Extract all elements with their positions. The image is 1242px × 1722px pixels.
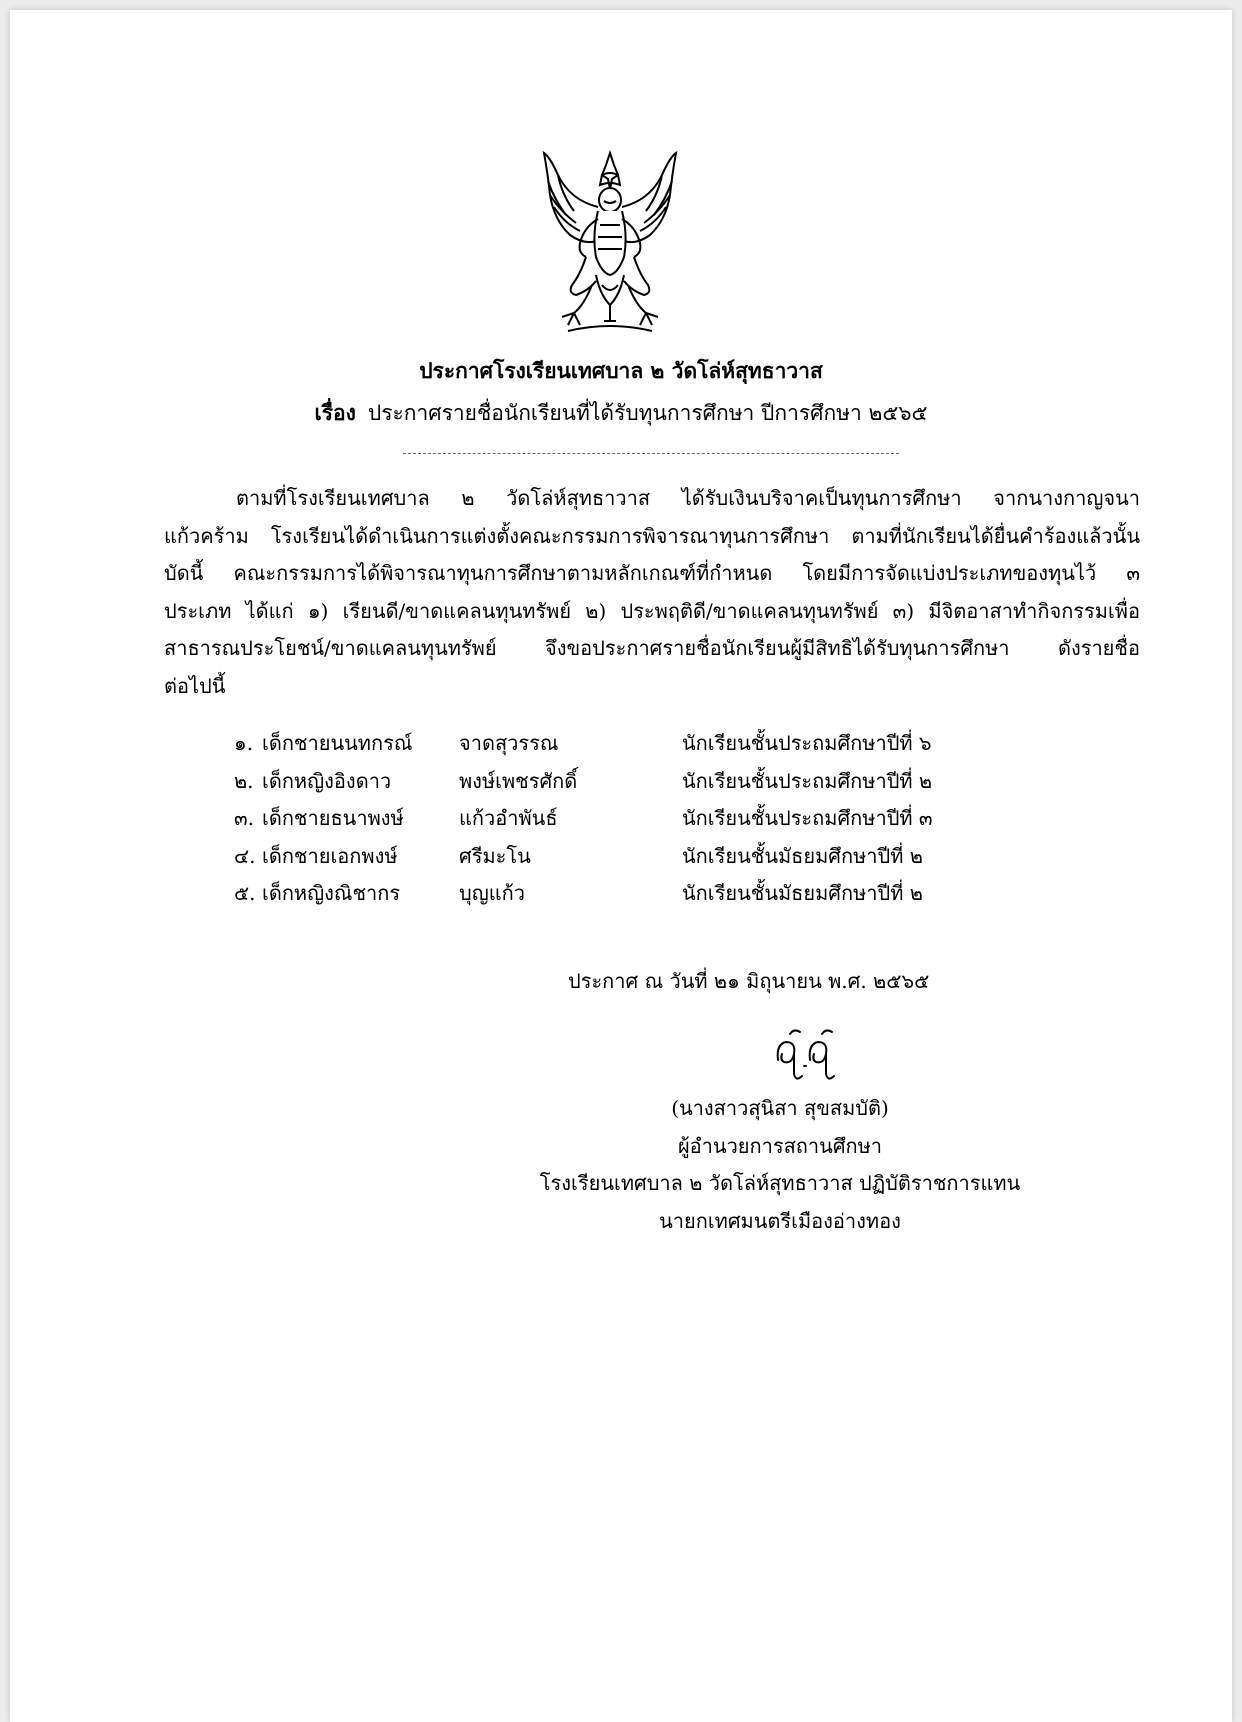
student-last-name: ศรีมะโน [459, 843, 531, 868]
subject-text: ประกาศรายชื่อนักเรียนที่ได้รับทุนการศึกษา ปีการศึกษา ๒๕๖๕ [367, 401, 928, 425]
student-last-name: จาดสุวรรณ [459, 731, 559, 755]
announcement-date: ประกาศ ณ วันที่ ๒๑ มิถุนายน พ.ศ. ๒๕๖๕ [568, 969, 930, 993]
announcement-body [164, 480, 1140, 705]
body-line: สาธารณประโยชน์/ขาดแคลนทุนทรัพย์ จึงขอประกาศรายชื่อนักเรียนผู้มีสิทธิได้รับทุนการศึกษา ดังรายชื่อ [164, 636, 1140, 660]
student-last-name: บุญแก้ว [459, 881, 525, 905]
signer-mayor: นายกเทศมนตรีเมืองอ่างทอง [659, 1208, 901, 1233]
student-first-name: เด็กหญิงอิงดาว [262, 768, 392, 793]
student-first-name: เด็กชายธนาพงษ์ [262, 806, 404, 830]
student-number: ๑. [234, 731, 254, 755]
student-last-name: พงษ์เพชรศักดิ์ [459, 768, 578, 793]
student-number: ๒. [234, 768, 254, 793]
student-first-name: เด็กหญิงณิชากร [262, 881, 401, 905]
document-subject [10, 397, 1232, 430]
handwritten-signature [770, 1020, 850, 1090]
dashed-divider [403, 453, 899, 454]
document-title: ประกาศโรงเรียนเทศบาล ๒ วัดโล่ห์สุทธาวาส [419, 358, 823, 383]
student-number: ๕. [234, 881, 256, 905]
signer-name: (นางสาวสุนิสา สุขสมบัติ) [671, 1096, 889, 1120]
student-grade: นักเรียนชั้นมัธยมศึกษาปีที่ ๒ [682, 843, 923, 868]
signature-block [520, 1090, 1040, 1240]
student-grade: นักเรียนชั้นประถมศึกษาปีที่ ๓ [682, 806, 933, 830]
garuda-emblem-icon [540, 145, 680, 340]
student-number: ๓. [234, 806, 255, 830]
student-grade: นักเรียนชั้นประถมศึกษาปีที่ ๒ [682, 768, 933, 793]
student-first-name: เด็กชายเอกพงษ์ [262, 843, 398, 868]
signer-acting-for: โรงเรียนเทศบาล ๒ วัดโล่ห์สุทธาวาส ปฏิบัติราชการแทน [539, 1171, 1021, 1195]
signer-position: ผู้อำนวยการสถานศึกษา [677, 1133, 883, 1158]
body-line: ตามที่โรงเรียนเทศบาล ๒ วัดโล่ห์สุทธาวาส ได้รับเงินบริจาคเป็นทุนการศึกษา จากนางกาญจนา [236, 486, 1140, 510]
document-page [10, 10, 1232, 1722]
subject-label: เรื่อง [314, 400, 356, 425]
student-last-name: แก้วอำพันธ์ [459, 806, 558, 830]
student-number: ๔. [234, 843, 256, 868]
body-line: ต่อไปนี้ [164, 673, 226, 698]
student-grade: นักเรียนชั้นประถมศึกษาปีที่ ๖ [682, 731, 932, 755]
student-grade: นักเรียนชั้นมัธยมศึกษาปีที่ ๒ [682, 881, 923, 905]
student-first-name: เด็กชายนนทกรณ์ [262, 731, 413, 755]
body-line: แก้วคร้าม โรงเรียนได้ดำเนินการแต่งตั้งคณะกรรมการพิจารณาทุนการศึกษา ตามที่นักเรียนได้ยื่นคำร้องแล้วนั้น [164, 523, 1140, 548]
body-line: ประเภท ได้แก่ ๑) เรียนดี/ขาดแคลนทุนทรัพย์ ๒) ประพฤติดี/ขาดแคลนทุนทรัพย์ ๓) มีจิตอาสาทำกิจกรรมเพื่อ [164, 598, 1141, 623]
body-line: บัดนี้ คณะกรรมการได้พิจารณาทุนการศึกษาตามหลักเกณฑ์ที่กำหนด โดยมีการจัดแบ่งประเภทของทุนไว้ ๓ [164, 561, 1140, 585]
